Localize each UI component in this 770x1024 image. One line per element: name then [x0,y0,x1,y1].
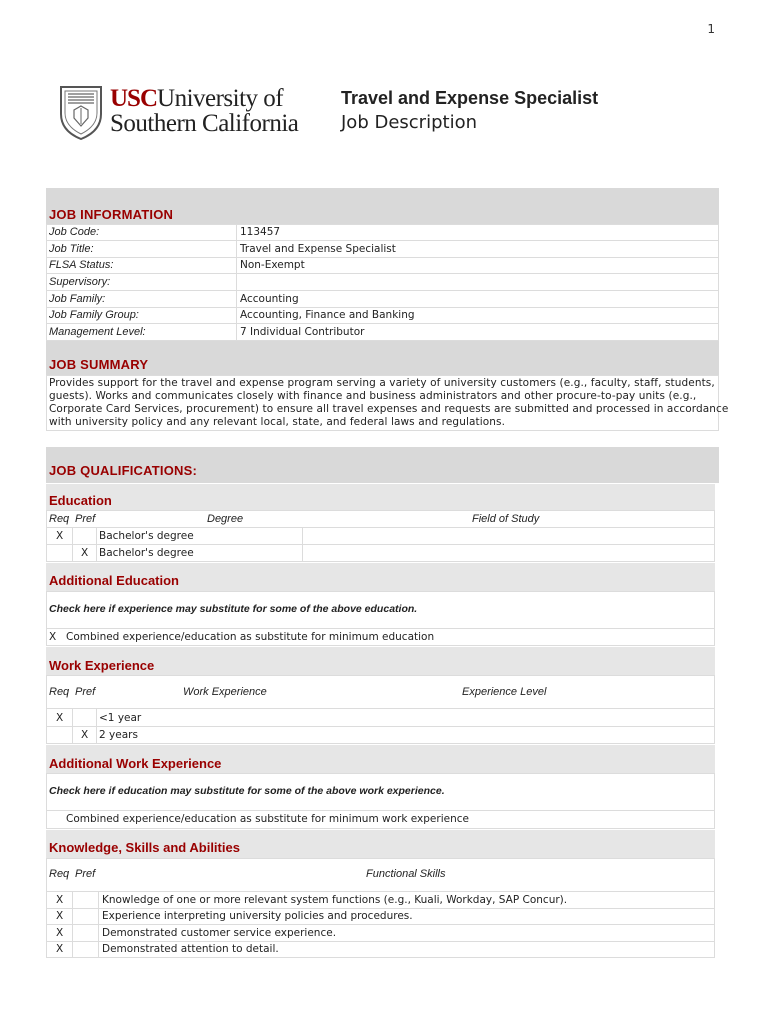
work-row2-pref: X [81,729,89,741]
job-summary-line-4: with university policy and any relevant local, state, and federal laws and regulations. [49,416,506,428]
ksa-row2-req: X [56,910,64,922]
ksa-col-req: Req [49,868,70,880]
job-qualifications-heading: JOB QUALIFICATIONS: [49,463,197,478]
job-summary-heading: JOB SUMMARY [49,357,149,372]
additional-work-experience-heading: Additional Work Experience [49,756,222,771]
job-summary-line-2: guests). Works and communicates closely with finance and business administrators and other procure-to-pay units (e.g., [49,390,697,402]
additional-education-check: X [49,631,57,643]
ksa-row4-req: X [56,943,64,955]
ksa-row4-text: Demonstrated attention to detail. [102,943,279,955]
ksa-col-skills: Functional Skills [366,868,446,880]
logo-line2: Southern California [110,110,299,137]
education-col-pref: Pref [75,513,96,525]
job-family-group-value: Accounting, Finance and Banking [240,309,415,321]
usc-wordmark-logo [110,86,298,136]
job-information-heading: JOB INFORMATION [49,207,174,222]
flsa-status-value: Non-Exempt [240,259,305,271]
education-row1-degree: Bachelor's degree [99,530,194,542]
education-col-field: Field of Study [472,513,540,525]
ksa-heading: Knowledge, Skills and Abilities [49,840,240,855]
additional-education-text: Combined experience/education as substitute for minimum education [66,631,435,643]
management-level-value: 7 Individual Contributor [240,326,365,338]
work-col-req: Req [49,686,70,698]
work-col-experience: Work Experience [183,686,267,698]
education-col-req: Req [49,513,70,525]
work-row1-text: <1 year [99,712,142,724]
logo-usc: USC [110,85,158,112]
job-title-label: Job Title: [49,243,94,255]
education-col-degree: Degree [207,513,244,525]
additional-education-heading: Additional Education [49,573,179,588]
ksa-row2-text: Experience interpreting university policies and procedures. [102,910,413,922]
work-row2-text: 2 years [99,729,138,741]
education-heading: Education [49,493,112,508]
document-title: Travel and Expense Specialist [341,88,599,108]
job-summary-line-1: Provides support for the travel and expense program serving a variety of university customers (e.g., faculty, staff, students, [49,377,715,389]
usc-seal-logo [58,84,104,140]
logo-line1: University of [157,85,284,112]
job-title-value: Travel and Expense Specialist [240,243,396,255]
ksa-row3-req: X [56,927,64,939]
additional-education-note: Check here if experience may substitute for some of the above education. [49,603,418,615]
page-number: 1 [707,22,715,36]
education-bar [46,484,715,510]
ksa-row1-req: X [56,894,64,906]
job-family-value: Accounting [240,293,299,305]
management-level-label: Management Level: [49,326,146,338]
job-code-label: Job Code: [49,226,100,238]
education-row2-pref: X [81,547,89,559]
supervisory-label: Supervisory: [49,276,111,288]
job-family-label: Job Family: [49,293,106,305]
document-subtitle: Job Description [341,112,477,133]
ksa-row3-text: Demonstrated customer service experience. [102,927,337,939]
education-row2-degree: Bachelor's degree [99,547,194,559]
job-summary-line-3: Corporate Card Services, procurement) to ensure all travel expenses and requests are submitted and processed in accordance [49,403,729,415]
additional-work-experience-text: Combined experience/education as substitute for minimum work experience [66,813,469,825]
ksa-col-pref: Pref [75,868,96,880]
work-col-level: Experience Level [462,686,547,698]
work-row1-req: X [56,712,64,724]
flsa-status-label: FLSA Status: [49,259,114,271]
job-family-group-label: Job Family Group: [49,309,139,321]
ksa-row1-text: Knowledge of one or more relevant system functions (e.g., Kuali, Workday, SAP Concur). [102,894,568,906]
job-code-value: 113457 [240,226,281,238]
work-experience-heading: Work Experience [49,658,155,673]
education-row1-req: X [56,530,64,542]
work-experience-table [46,675,715,744]
work-col-pref: Pref [75,686,96,698]
additional-work-experience-note: Check here if education may substitute for some of the above work experience. [49,785,445,797]
